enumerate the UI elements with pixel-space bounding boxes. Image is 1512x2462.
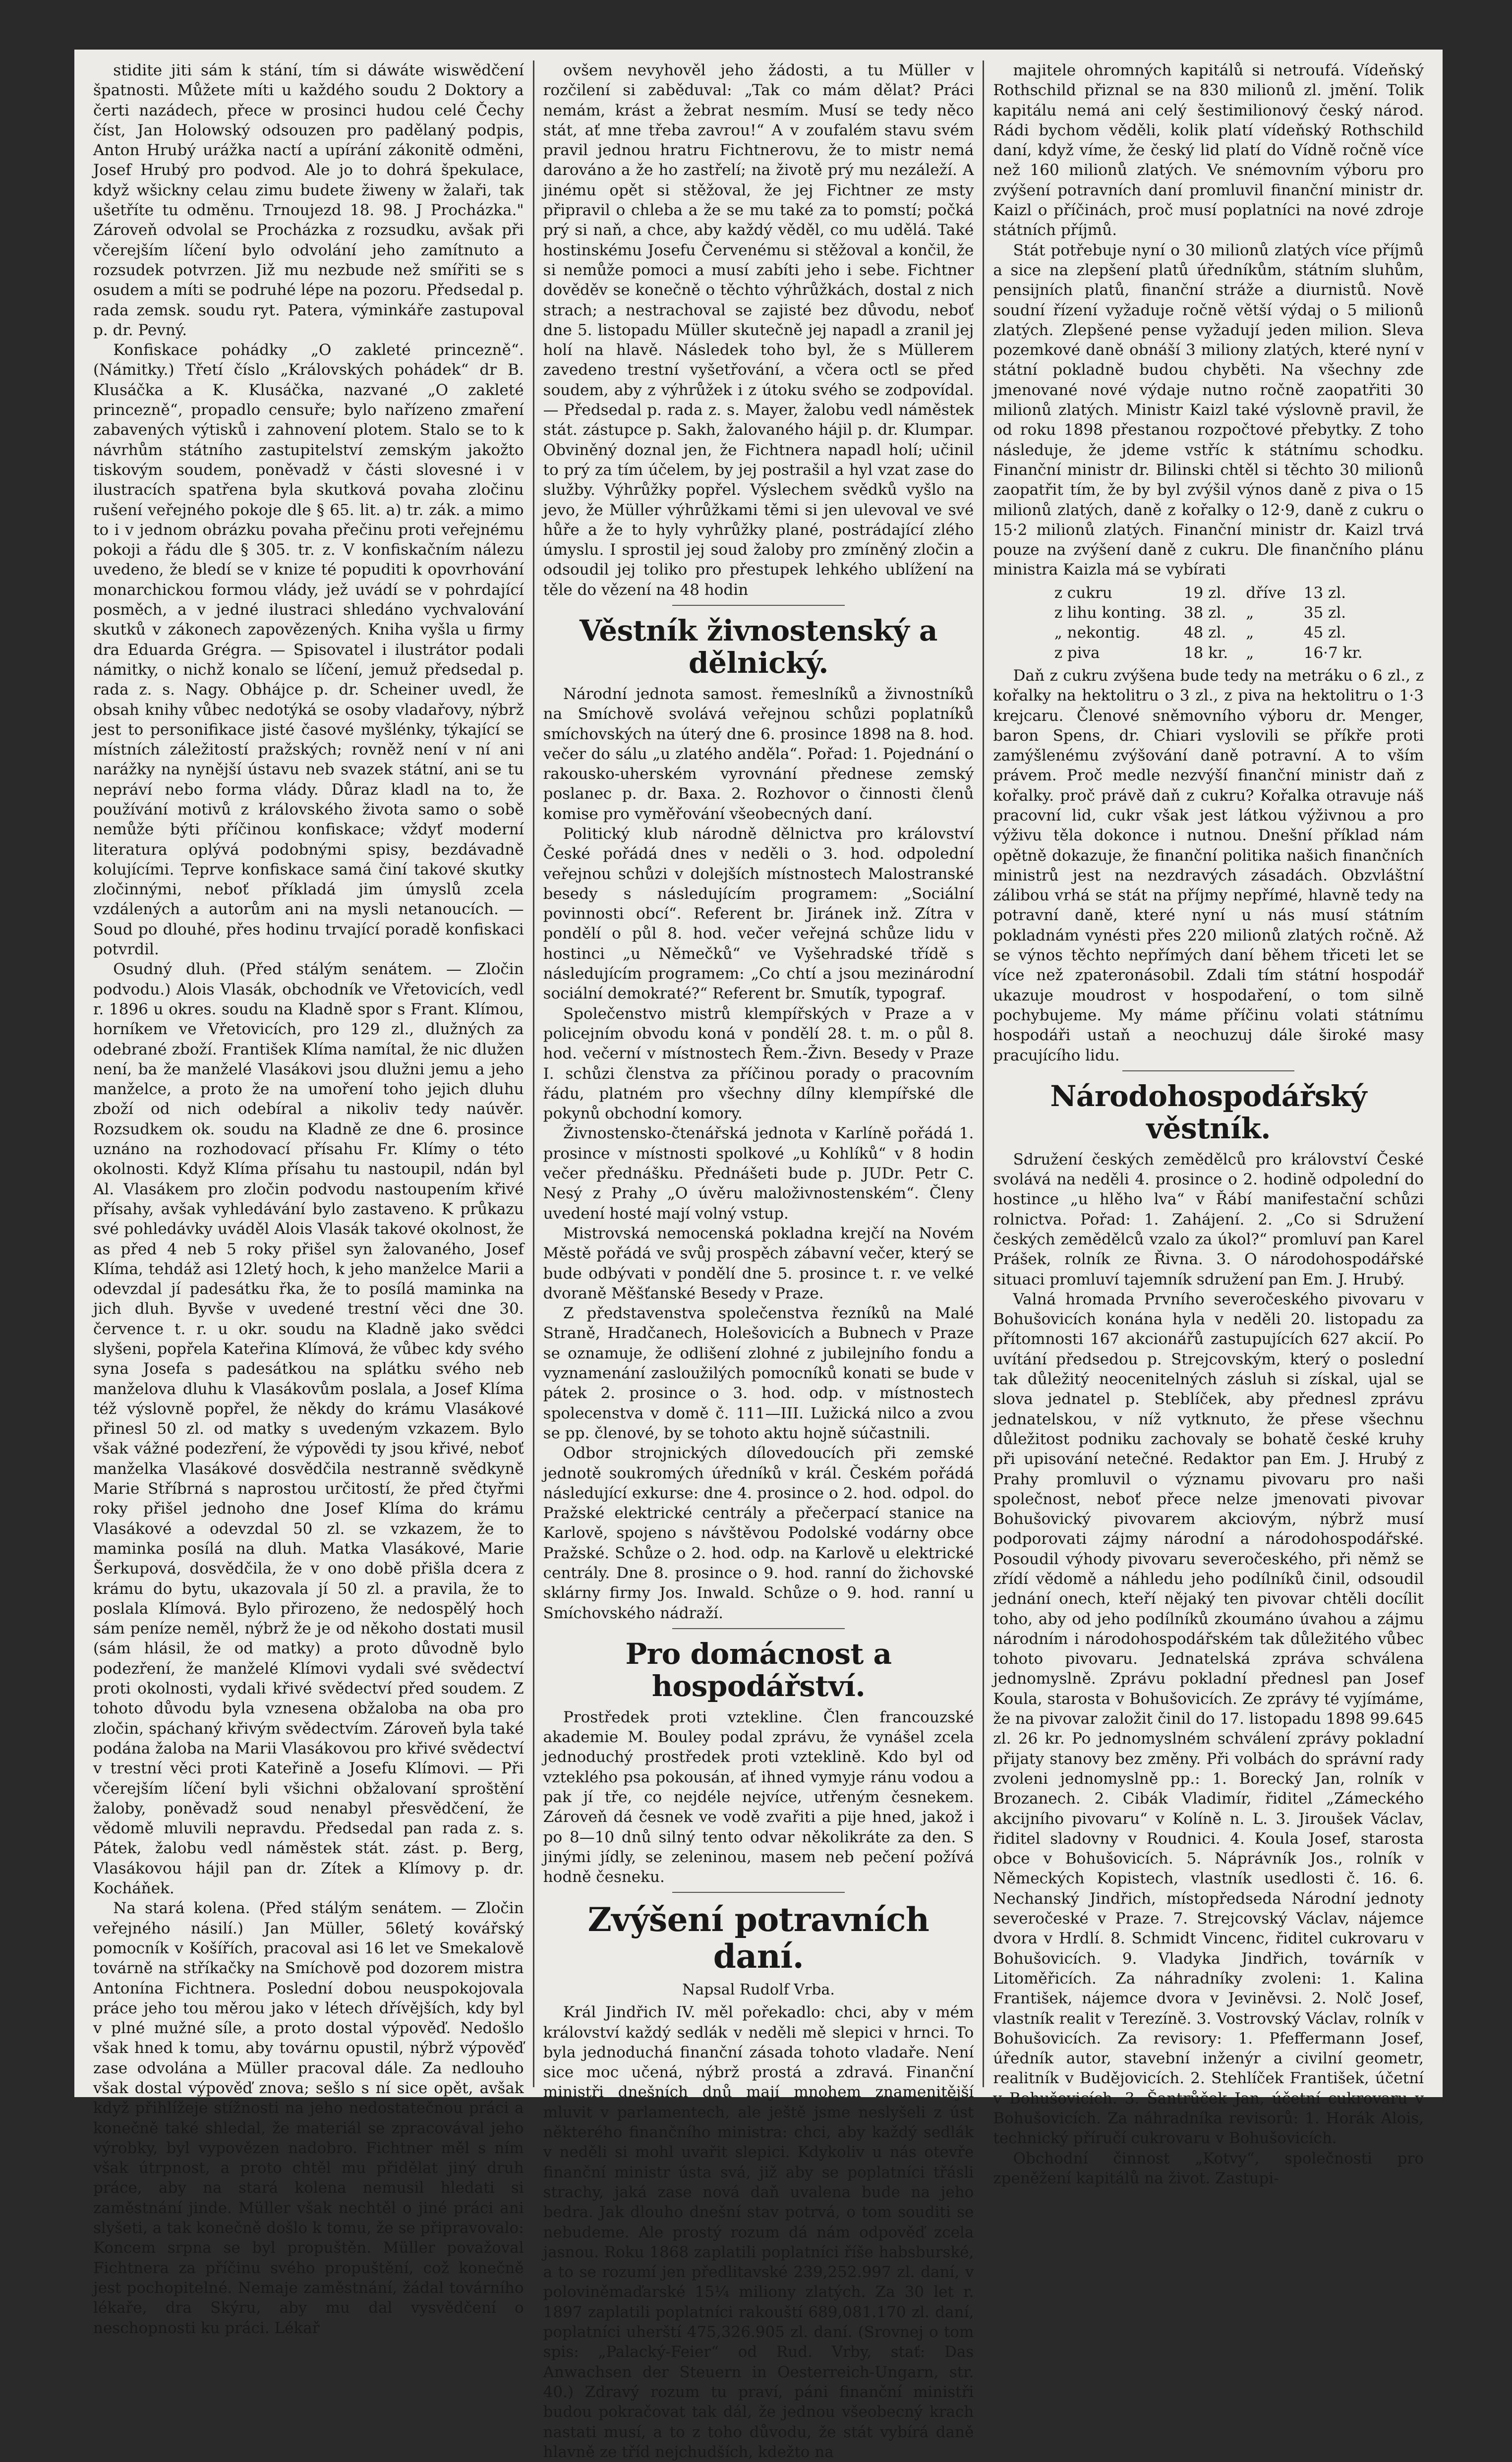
notice-item: Obchodní činnost „Kotvy“, společnosti pro zpeněžení kapitálů na život. Zastupi- — [993, 2149, 1424, 2187]
notice-item: Mistrovská nemocenská pokladna krejčí na Novém Městě pořádá ve svůj prospěch zábavní večer, který se bude odbývati v pondělí dne 5. prosince t. r. ve velké dvoraně Měšťanské Besedy v Praze. — [543, 1224, 974, 1302]
notice-item: Národní jednota samost. řemeslníků a živnostníků na Smíchově svolává veřejnou schůzi poplatníků smíchovských na úterý dne 6. prosince 1898 na 8. hod. večer do sálu „u zlatého anděla“. Pořad: 1. Pojednání o rakousko-uherském vyrovnání přednese zemský poslanec p. dr. Baxa. 2. Rozhovor o činnosti členů komise pro vyměřování všeobecných daní. — [543, 685, 974, 823]
tax-old: 35 zl. — [1303, 604, 1346, 622]
tax-row — [1046, 603, 1372, 623]
section-heading-domacnost: Pro domácnost a hospodářství. — [625, 1637, 892, 1703]
notice-item: Politický klub národně dělnictva pro království České pořádá dnes v neděli o 3. hod. odpolední veřejnou schůzi v dolejších místnostech Malostranské besedy s následujícím programem: „Sociální povinnosti obcí“. Referent br. Jiránek inž. Zítra v pondělí o půl 8. hod. večer veřejná schůze lidu v hostinci „u Němečků“ ve Vyšehradské třídě s následujícím programem: „Co chtí a jsou mezinárodní sociální demokraté?“ Referent br. Smutík, typograf. — [543, 825, 974, 1003]
tax-row — [1046, 623, 1372, 643]
column-2 — [533, 60, 983, 2461]
notice-item: Živnostensko-čtenářská jednota v Karlíně pořádá 1. prosince v místnosti spolkové „u Kohlíků“ v 8 hodin večer přednášku. Přednášeti bude p. JUDr. Petr C. Nesý z Prahy „O úvěru maloživnostenském“. Členy uvedení hosté mají volný vstup. — [543, 1124, 974, 1223]
notice-item: Valná hromada Prvního severočeského pivovaru v Bohušovicích konána hyla v neděli 20. listopadu za přítomnosti 167 akcionářů zastupujících 627 akcií. Po uvítání předsedou p. Strejcovským, který o poslední tak důležitý neocenitelných zásluh si získal, ujal se slova jednatel p. Steblíček, aby přednesl zprávu jednatelskou, v níž vytknuto, že přese všechnu důležitost podniku zachovaly se bohatě české kruhy při upisování netečné. Redaktor pan Em. J. Hrubý z Prahy promluvil o významu pivovaru pro naši společnost, neboť přece nelze jmenovati pivovar Bohušovický pivovarem akciovým, nýbrž musí podporovati zájmy národní a národohospodářské. Posoudil výhody pivovaru severočeského, při němž se zřídí vědomě a náhledu jeho podílníků činil, odsoudil jednání onech, kteří nějaký ten pivovar chtěli docílit toho, aby od jeho podílníků zkoumáno úvahou a zájmu národním i národohospodářském tak důležitého vůbec tohoto pivovaru. Jednatelská zpráva schválena jednomyslně. Zprávu pokladní přednesl pan Josef Koula, starosta v Bohušovicích. Ze zprávy té vyjímáme, že na pivovar založit činil do 17. listopadu 1898 99.645 zl. 26 kr. Po jednomyslném schválení zprávy pokladní přijaty stanovy bez změny. Při volbách do správní rady zvoleni jednomyslně pp.: 1. Borecký Jan, rolník v Brozanech. 2. Cibák Vladimír, řiditel „Zámeckého akcijního pivovaru“ v Kolíně n. L. 3. Jiroušek Václav, řiditel sladovny v Roudnici. 4. Koula Josef, starosta obce v Bohušovicích. 5. Náprávník Jos., rolník v Německých Kopistech, vlastník usedlosti č. 16. 6. Nechanský Jindřich, místopředseda Národní jednoty severočeské v Praze. 7. Strejcovský Václav, nájemce dvora v Hrdlí. 8. Schmidt Vincenc, řiditel cukrovaru v Bohušovicích. 9. Vladyka Jindřich, továrník v Litoměřicích. Za náhradníky zvoleni: 1. Kalina František, nájemce dvora v Jeviněvsi. 2. Nolč Josef, vlastník realit v Terezíně. 3. Vostrovský Václav, rolník v Bohušovicích. Za revisory: 1. Pfeffermann Josef, úředník autor, stavební inženýr a civilní geometr, realitník v Budějovicích. 2. Stehlíček František, účetní v Bohušovicích. 3. Šantrůček Jan, účetní cukrovaru v Bohušovicích. Za náhradníka revisorů: 1. Horák Alois, technický příručí cukrovaru v Bohušovicích. — [993, 1290, 1424, 2148]
tax-prev-label: „ — [1246, 624, 1254, 642]
tax-item: z cukru — [1054, 584, 1112, 602]
tax-table — [1046, 583, 1372, 663]
column-3 — [983, 60, 1433, 2187]
article-continuation: majitele ohromných kapitálů si netroufá. Vídeňský Rothschild přiznal se na 830 milionů zl. jmění. Tolik kapitálu nemá ani celý šestimilionový český národ. Rádi bychom věděli, kolik platí vídeňský Rothschild daní, když víme, že český lid platí do Vídně ročně více než 160 milionů zlatých. Ve snémovním výboru pro zvýšení potravních daní promluvil finanční ministr dr. Kaizl o příčinách, proč musí poplatníci na nové zdroje státních příjmů. — [993, 61, 1424, 239]
section-heading-narodohospodarsky: Národohospodářský věstník. — [1050, 1079, 1367, 1145]
section-heading-vestnik: Věstník živnostenský a dělnický. — [580, 614, 937, 680]
tax-prev-label: „ — [1246, 604, 1254, 622]
article-paragraph: stidite jiti sám k stání, tím si dáwáte wiswědčení špatnosti. Můžete míti u každého soudu 2 Doktory a čerti nazádech, přece w prosinci hudou celé Čechy číst, Jan Holowský odsouzen pro padělaný podpis, Anton Hrubý urážka nactí a upírání zákonitě odměni, Josef Hrubý pro podvod. Ale jo to dohrá špekulace, když wšickny celau zimu budete žiweny w žalaři, tak ušetříte tu odměnu. Trnoujezd 18. 98. J Procházka." Zároveň odvolal se Procházka z rozsudku, avšak při včerejším líčení bylo odvolání jeho zamítnuto a rozsudek potvrzen. Již mu nezbude než smířiti se s osudem a míti se podruhé lépe na pozoru. Předsedal p. rada zemsk. soudu ryt. Patera, výminkáře zastupoval p. dr. Pevný. — [93, 61, 524, 339]
section-rule — [672, 1628, 844, 1629]
tax-old: 13 zl. — [1303, 584, 1346, 602]
tax-item: z piva — [1054, 644, 1100, 662]
article-paragraph: Král Jindřich IV. měl pořekadlo: chci, aby v mém království každý sedlák v neděli mě slepici v hrnci. To byla jednoduchá finanční zásada tohoto vladaře. Není sice moc učená, nýbrž prostá a zdravá. Finanční ministři dnešních dnů mají mnohem znamenitější mluvit v parlamentech, ale ještě jsme neslyšeli z úst některého finančního ministra: chci, aby každý sedlák v neděli si mohl uvařit slepici. Kdykoliv u nás otevře finanční ministr ústa svá, již aby se poplatníci třásli strachy, jaká zase nová daň uvalena bude na jeho bedra. Jak dlouho dnešní stav potrvá, o tom souditi se nebudeme. Ale prostý rozum dá nám odpověď zcela jasnou. Roku 1868 zaplatili poplatníci říše habsburské, a to se rozumí jen předlitavské 239,252.997 zl. daní, v poloviněmaďarské 15¼ miliony zlatých. Za 30 let r. 1897 zaplatili poplatníci rakouští 689,081.170 zl. daní, poplatníci uherští 475,326.905 zl. daní. (Srovnej o tom spis: „Palacký-Feier“ od Rud. Vrby, stať: Das Anwachsen der Steuern in Oesterreich-Ungarn, str. 40.) Zdravý rozum tu praví, páni finanční ministři budou pokračovat tak dál, že jednou všeobecný krach nastati musí, a to z toho důvodu, že stát vybírá daně hlavně ze tříd nejchudších, kdežto na — [543, 2003, 974, 2461]
notice-item: Odbor strojnických dílovedoucích při zemské jednotě soukromých úředníků v král. Českém pořádá následující exkurse: dne 4. prosince o 2. hod. odpol. do Pražské elektrické centrály a přečerpací stanice na Karlově, spojeno s návštěvou Podolské vodárny obce Pražské. Schůze o 2. hod. odp. na Karlově u elektrické centrály. Dne 8. prosince o 9. hod. ranní do žichovské sklárny firmy Jos. Inwald. Schůze o 9. hod. ranní u Smíchovského nádraží. — [543, 1444, 974, 1622]
article-paragraph: Daň z cukru zvýšena bude tedy na metráku o 6 zl., z kořalky na hektolitru o 3 zl., z piva na hektolitru o 1·3 krejcaru. Členové sněmovního výboru dr. Menger, baron Spens, dr. Chiari vyslovili se příkře proti zamýšlenému zvýšování daně potravní. A to vším právem. Proč medle nezvýší finanční ministr daň z kořalky. proč právě daň z cukru? Kořalka otravuje náš pracovní lid, cukr však jest látkou výživnou a pro výživu těla dokonce i nutnou. Dnešní příklad nám opětně dokazuje, že finanční politika našich finančních ministrů jest na nezdravých zásadách. Obzvláštní zálibou vrhá se stát na příjmy nepřímé, hlavně tedy na potravní daně, které nyní u nás musí státním pokladnám vynésti přes 220 milionů zlatých ročně. Až se výnos těchto nepřímých daní během třiceti let se více než zpateronásobil. Zdali tím státní hospodář ukazuje moudrost v hospodaření, o tom silně pochybujeme. My máme příčinu volati státnímu hospodáři ustaň a neochuzuj dále široké masy pracujícího lidu. — [993, 666, 1424, 1064]
section-rule — [672, 605, 844, 606]
tax-item: „ nekontig. — [1054, 624, 1141, 642]
article-konfiskace: Konfiskace pohádky „O zakleté princezně“. (Námitky.) Třetí číslo „Královských pohádek“ dr B. Klusáčka a K. Klusáčka, nazvané „O zakleté princezně“, propadlo censuře; bylo nařízeno zmaření zabavených výtisků i zahnovení plotem. Stalo se to k návrhům státního zastupitelství zemským jakožto tiskovým soudem, poněvadž v části slovesné i v ilustracích spatřena byla skutková povaha zločinu rušení veřejného pokoje dle § 65. lit. a) tr. zák. a mimo to i v jednom obrázku povaha přečinu proti veřejnému pokoji a řádu dle § 305. tr. z. V konfiskačním nálezu uvedeno, že bledí se v knize té popuditi k opovrhování monarchickou formou vlády, jež uvádí se v pohrdající posměch, a v jedné ilustraci shledáno vychvalování skutků v zákonech zapovězených. Kniha vyšla u firmy dra Eduarda Grégra. — Spisovatel i ilustrátor podali námitky, o nichž konalo se líčení, jemuž předsedal p. rada z. s. Nagy. Obhájce p. dr. Scheiner uvedl, že obsah knihy vůbec nedotýká se osoby vladařovy, nýbrž jest to personifikace jisté časové myšlénky, týkající se místních záležitostí pražských; rovněž není v ní ani narážky na nynější ústavu neb svazek státní, ani se tu nepráví nebo forma vlády. Důraz kladl na to, že používání motivů z královského života samo o sobě nemůže býti příčinou konfiskace; vždyť moderní literatura oplývá podobnými spisy, bezdávadně kolujícími. Teprve konfiskace samá činí takové skutky zločinnými, neboť příkladá jim úmyslů zcela vzdálených a autorům ani na mysli netanoucích. — Soud po dlouhé, přes hodinu trvající poradě konfiskaci potvrdil. — [93, 341, 524, 959]
tax-old: 16·7 kr. — [1303, 644, 1363, 662]
tax-old: 45 zl. — [1303, 624, 1346, 642]
notice-item: Z představenstva společenstva řezníků na Malé Straně, Hradčanech, Holešovicích a Bubnech v Praze se oznamuje, že odlišení zlohné z jubilejního fondu a vyznamenání zasloužilých pomocníků konati se bude v pátek 2. prosince o 3. hod. odp. v místnostech spolecenstva v domě č. 111—III. Lužická nilco a zvou se pp. členové, by se tohoto aktu hojně súčastnili. — [543, 1304, 974, 1442]
section-rule — [672, 1892, 844, 1893]
household-item: Prostředek proti vztekline. Člen francouzské akademie M. Bouley podal zprávu, že vynášel zcela jednoduchý prostředek proti vzteklině. Kdo byl od vzteklého psa pokousán, ať ihned vymyje ránu vodou a pak jí tře, co nejdéle nejvíce, utřeným česnekem. Zároveň dá česnek ve vodě zvařiti a pije hned, jakož i po 8—10 dnů silný tento odvar několikráte za den. S jinými jídly, se zeleninou, masem neb pečení požívá hodně česneku. — [543, 1708, 974, 1886]
article-paragraph: Stát potřebuje nyní o 30 milionů zlatých více příjmů a sice na zlepšení platů úředníkům, státním sluhům, pensijních platů, finanční stráže a diurnistů. Nově soudní řízení vyžaduje ročně větší výdaj o 5 milionů zlatých. Zlepšené pense vyžadují jeden milion. Sleva pozemkové daně obnáší 3 miliony zlatých, které nyní v státní pokladně budou chyběti. Na všechny zde jmenované nové výdaje nutno ročně zaopatřiti 30 milionů zlatých. Ministr Kaizl také výslovně pravil, že od roku 1898 přestanou rozpočtové přebytky. Z toho následuje, že jdeme vstříc k státnímu schodku. Finanční ministr dr. Bilinski chtěl si těchto 30 milionů zaopatřit tím, že by byl zvýšil výnos daně z piva o 15 milionů zlatých, daně z kořalky o 12·9, daně z cukru o 15·2 milionů zlatých. Finanční ministr dr. Kaizl trvá pouze na zvýšení daně z cukru. Dle finančního plánu ministra Kaizla má se vybírati — [993, 241, 1424, 579]
tax-prev-label: dříve — [1246, 584, 1286, 602]
article-title-zvyseni: Zvýšení potravních daní. — [587, 1900, 930, 1976]
tax-prev-label: „ — [1246, 644, 1254, 662]
tax-row — [1046, 643, 1372, 663]
tax-new: 38 zl. — [1183, 604, 1226, 622]
column-layout — [84, 60, 1433, 2461]
tax-new: 48 zl. — [1183, 624, 1226, 642]
article-na-stara-kolena: Na stará kolena. (Před stálým senátem. — Zločin veřejného násilí.) Jan Müller, 56letý kovářský pomocník v Košířích, pracoval asi 16 let ve Smekalově továrně na stříkačky na Smíchově pod dozorem mistra Antonína Fichtnera. Poslední dobou neuspokojovala práce jeho tou měrou jako v létech dřívějších, kdy byl v plné mužné síle, a proto dostal výpověď. Nedošlo však hned k tomu, aby továrnu opustil, nýbrž výpověď zase odvolána a Müller pracoval dále. Za nedlouho však dostal výpověď znova; sešlo s ní sice opět, avšak když přihlížeje stížnosti na jeho nedostatečnou práci a konečně také shledal, že materiál se zpracovával jeho výrobky, byl vypovězen nadobro. Fichtner měl s ním však útrpnost, a proto chtěl mu přidělat jiný druh práce, aby na stará kolena nemusil hledati si zaměstnání jinde. Müller však nechtěl o jiné práci ani slyšeti, a tak konečně došlo k tomu, že se připravovalo: Koncem srpna se byl propuštěn. Müller považoval Fichtnera za příčinu svého propuštění, což konečně jest pochopitelné. Nemaje zaměstnání, žádal továrního lékaře, dra Skýru, aby mu dal vysvědčení o neschopnosti ku práci. Lékař — [93, 1899, 524, 2337]
newspaper-page — [74, 50, 1443, 2461]
article-byline: Napsal Rudolf Vrba. — [682, 1981, 835, 1999]
notice-item: Sdružení českých zemědělců pro království České svolává na neděli 4. prosince o 2. hodině odpolední do hostince „u hlěho lva“ v Řábí manifestační schůzi rolnictva. Pořad: 1. Zahájení. 2. „Co si Sdružení českých zemědělců vzalo za úkol?“ promluví pan Karel Prášek, rolník ze Řivna. 3. O národohospodářské situaci promluví tajemník sdružení pan Em. J. Hrubý. — [993, 1150, 1424, 1289]
section-rule — [1122, 1070, 1294, 1071]
column-1 — [84, 60, 533, 2337]
tax-new: 19 zl. — [1183, 584, 1226, 602]
tax-item: z lihu konting. — [1054, 604, 1166, 622]
tax-row — [1046, 583, 1372, 603]
article-continuation: ovšem nevyhověl jeho žádosti, a tu Müller v rozčilení si zaběduval: „Tak co mám dělat? Práci nemám, krást a žebrat nesmím. Musí se tedy něco stát, ať mne třeba zavrou!“ A v zoufalém stavu svém pravil jednou hratru Fichtnerovu, že to mistr nemá darováno a že ho zastřelí; na životě prý mu nezáleží. A jinému opět si stěžoval, že jej Fichtner ze msty připravil o chleba a že se mu také za to pomstí; počká prý si naň, a chce, aby každý věděl, co mu udělá. Také hostinskému Josefu Červenému si stěžoval a končil, že si nemůže pomoci a musí zabíti jeho i sebe. Fichtner dověděv se konečně o těchto výhrůžkách, dostal z nich strach; a nestrachoval se zajisté bez důvodu, neboť dne 5. listopadu Müller skutečně jej napadl a zranil jej holí na hlavě. Následek toho byl, že s Müllerem zavedeno trestní vyšetřování, a včera octl se před soudem, aby z výhrůžek i z útoku svého se zodpovídal. — Předsedal p. rada z. s. Mayer, žalobu vedl náměstek stát. zástupce p. Sakh, žalovaného hájil p. dr. Klumpar. Obviněný doznal jen, že Fichtnera napadl holí; učinil to prý za tím účelem, by jej postrašil a hyl vzat zase do služby. Výhrůžky popřel. Výslechem svědků vyšlo na jevo, že Müller výhrůžkami těmi si jen ulevoval ve své hůře a že to hyly vyhrůžky plané, postrádající zlého úmyslu. I sprostil jej soud žaloby pro zmíněný zločin a odsoudil jej toliko pro přestupek lehkého ublížení na těle do vězení na 48 hodin — [543, 61, 974, 599]
article-osudny-dluh: Osudný dluh. (Před stálým senátem. — Zločin podvodu.) Alois Vlasák, obchodník ve Vřetovicích, vedl r. 1896 u okres. soudu na Kladně spor s Frant. Klímou, horníkem ve Vřetovicích, pro 129 zl., dlužných za odebrané zboží. František Klíma namítal, že nic dlužen není, ba že manželé Vlasákovi jsou dlužni jemu a jeho manželce, a proto že na umoření toho jejich dluhu zboží od nich odebíral a nikoliv tedy naúvěr. Rozsudkem ok. soudu na Kladně ze dne 6. prosince uznáno na rozhodovací přísahu Fr. Klímy o této okolnosti. Když Klíma přísahu tu nastoupil, ndán byl Al. Vlasákem pro zločin podvodu nastoupením křivé přísahy, avšak vyhledávání bylo zastaveno. K průkazu své pohledávky uváděl Alois Vlasák takové okolnost, že as před 4 neb 5 roky přišel syn žalovaného, Josef Klíma, tehdáž asi 12letý hoch, k jeho manželce Marii a odevzdal jí padesátku řka, že to posílá maminka na jich dluh. Byvše v uvedené trestní věci dne 30. července t. r. u okr. soudu na Kladně jako svědci slyšeni, popřela Kateřina Klímová, že vůbec kdy svého syna Josefa s padesátkou na splátku svého neb manželova dluhu k Vlasákovům poslala, a Josef Klíma též výslovně popřel, že někdy do krámu Vlasákové přinesl 50 zl. od matky s uvedeným vzkazem. Bylo však vážné podezření, že výpovědi ty jsou křivé, neboť manželka Vlasákové dosvědčila nestranně svědkyně Marie Stříbrná s naprostou určitostí, že před čtyřmi roky přišel jednoho dne Josef Klíma do krámu Vlasákové a odevzdal 50 zl. se vzkazem, že to maminka posílá na dluh. Matka Vlasákové, Marie Šerkupová, dosvědčila, že v ono době přišla dcera z krámu do bytu, ukazovala jí 50 zl. a pravila, že to poslala Klímová. Bylo přirozeno, že nedospělý hoch sám peníze neměl, nýbrž že je od někoho dostati musil (sám hlásil, že od matky) a proto důvodně bylo podezření, že manželé Klímovi vydali své svědectví proti okolnosti, vydali křivé svědectví před soudem. Z tohoto důvodu byla vznesena obžaloba na oba pro zločin, spáchaný křivým svědectvím. Zároveň byla také podána žaloba na Marii Vlasákovou pro křivé svědectví v trestní věci proti Kateřině a Josefu Klímovi. — Při včerejším líčení byli všichni obžalovaní sproštění žaloby, poněvadž soud nenabyl přesvědčení, že vědomě mluvili nepravdu. Předsedal pan rada z. s. Pátek, žalobu vedl náměstek stát. zást. p. Berg, Vlasákovou hájil pan dr. Zítek a Klímovy p. dr. Kocháňek. — [93, 960, 524, 1898]
notice-item: Společenstvo mistrů klempířských v Praze a v policejním obvodu koná v pondělí 28. t. m. o půl 8. hod. večerní v místnostech Řem.-Živn. Besedy v Praze I. schůzi členstva za příčinou porady o pracovním řádu, platném pro všechny dílny klempířské dle pokynů obchodní komory. — [543, 1004, 974, 1123]
tax-new: 18 kr. — [1183, 644, 1228, 662]
